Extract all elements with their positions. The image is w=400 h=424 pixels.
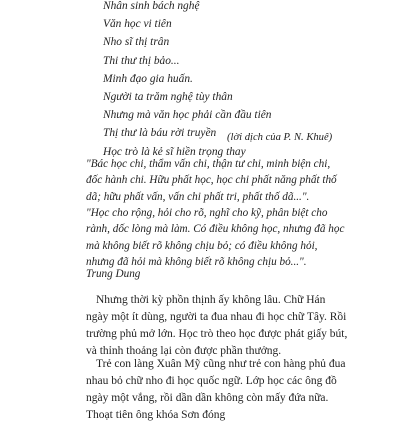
poem-line: Học trò là kẻ sĩ hiền trọng thay — [103, 145, 246, 158]
poem-line: Nhưng mà văn học phải cần đầu tiên — [103, 109, 272, 122]
poem-line: Nho sĩ thị trân — [103, 36, 170, 49]
body-paragraph: Nhưng thời kỳ phồn thịnh ấy không lâu. Chữ Hán ngày một ít dùng, người ta đua nhau đi học chữ Tây. Rồi trường phủ mở lớn. Học trò theo học được phát giấy bút, và thỉnh thoảng lại còn được phần thưởng. — [86, 294, 348, 357]
poem-line: Người ta trăm nghệ tùy thân — [103, 91, 233, 104]
poem-line: Thị thư là báu rời truyền — [103, 127, 217, 140]
quote-original: "Bác học chi, thẩm vấn chi, thận tư chi, minh biện chi, đốc hành chi. Hữu phất học, học chi phất năng phất thố dã; hữu phất vấn, vấn chi phất tri, phất thố dã...". — [86, 158, 337, 203]
poem-line: Nhân sinh bách nghệ — [103, 0, 200, 12]
poem-line: Minh đạo gia huấn. — [103, 72, 193, 85]
poem-line: Văn học vi tiên — [103, 18, 172, 31]
body-paragraph: Trẻ con làng Xuân Mỹ cũng như trẻ con hàng phủ đua nhau bỏ chữ nho đi học quốc ngữ. Lớp học các ông đồ ngày một vắng, rồi dần dần không còn mấy đứa nữa. Thoạt tiên ông khóa Sơn đóng — [86, 358, 346, 421]
translation-note: (lời dịch của P. N. Khuê) — [227, 132, 333, 143]
poem-line: Thi thư thị bảo... — [103, 54, 180, 67]
quote-translation: "Học cho rộng, hỏi cho rõ, nghĩ cho kỹ, phân biệt cho rành, dốc lòng mà làm. Có điều không học, nhưng đã học mà không biết rõ không chịu bỏ; có điều không hỏi, nhưng đã hỏi mà không biết rõ không chịu bỏ...". — [86, 207, 345, 269]
quote-author: Trung Dung — [86, 268, 141, 280]
